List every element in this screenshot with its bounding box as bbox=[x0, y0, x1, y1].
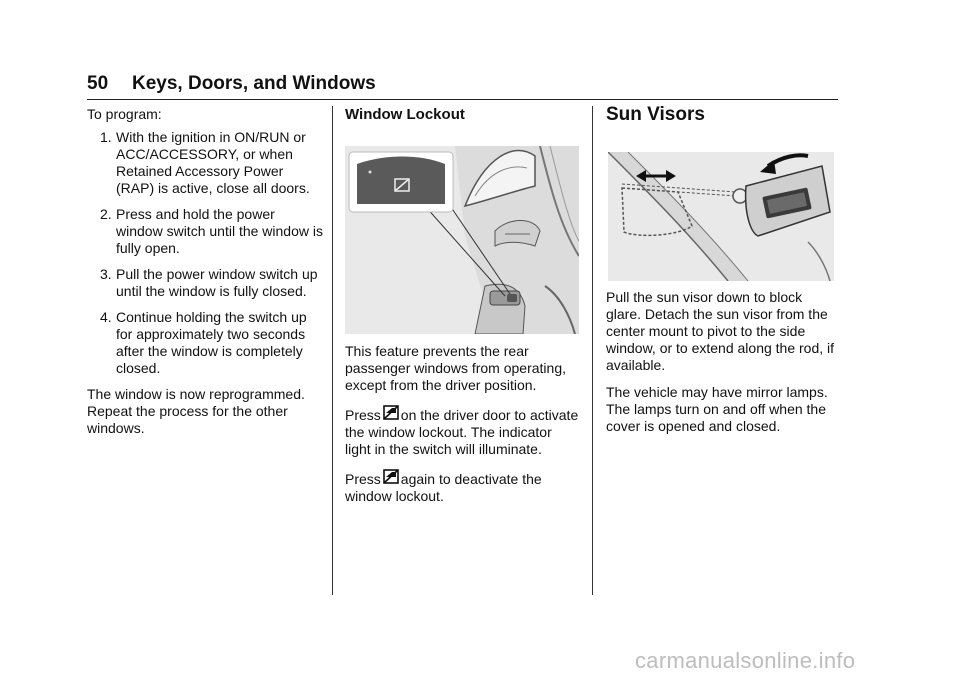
lockout-activate bbox=[345, 404, 581, 458]
step-number: 3. bbox=[100, 266, 112, 282]
column-window-lockout bbox=[345, 106, 581, 123]
step-number: 4. bbox=[100, 309, 112, 325]
section-title: Keys, Doors, and Windows bbox=[132, 73, 376, 94]
lockout-activate-pre: Press bbox=[345, 407, 381, 423]
column-programming bbox=[87, 106, 323, 437]
list-item bbox=[87, 309, 323, 377]
watermark: carmanualsonline.info bbox=[635, 648, 856, 673]
column-sun-visors bbox=[606, 106, 840, 123]
step-number: 1. bbox=[100, 129, 112, 145]
lockout-deactivate bbox=[345, 468, 581, 505]
sun-visors-text bbox=[606, 289, 840, 435]
window-lockout-illustration bbox=[345, 146, 579, 334]
lockout-description: This feature prevents the rear passenger windows from operating, except from the driver position. bbox=[345, 343, 567, 393]
step-text: Pull the power window switch up until the window is fully closed. bbox=[116, 266, 318, 299]
program-intro: To program: bbox=[87, 106, 162, 122]
window-lockout-icon bbox=[382, 404, 400, 422]
window-lockout-icon bbox=[382, 468, 400, 486]
step-text: Press and hold the power window switch until the window is fully open. bbox=[116, 206, 323, 256]
program-closing: The window is now reprogrammed. Repeat the process for the other windows. bbox=[87, 386, 305, 436]
header-rule bbox=[87, 99, 838, 100]
page-header bbox=[87, 70, 838, 100]
sun-visor-description: Pull the sun visor down to block glare. Detach the sun visor from the center mount to pivot to the side window, or to extend along the rod, if available. bbox=[606, 289, 835, 373]
page-number: 50 bbox=[87, 73, 109, 94]
lockout-deactivate-pre: Press bbox=[345, 471, 381, 487]
column-divider bbox=[592, 106, 593, 595]
mirror-lamps-description: The vehicle may have mirror lamps. The lamps turn on and off when the cover is opened and closed. bbox=[606, 384, 828, 434]
column-divider bbox=[332, 106, 333, 595]
window-lockout-text bbox=[345, 343, 581, 505]
window-lockout-heading: Window Lockout bbox=[345, 106, 465, 123]
step-number: 2. bbox=[100, 206, 112, 222]
sun-visors-heading: Sun Visors bbox=[606, 104, 705, 125]
program-steps bbox=[87, 129, 323, 377]
list-item bbox=[87, 206, 323, 257]
lockout-deactivate-post: again to deactivate the window lockout. bbox=[345, 471, 542, 504]
list-item bbox=[87, 129, 323, 197]
step-text: With the ignition in ON/RUN or ACC/ACCESSORY, or when Retained Accessory Power (RAP) is active, close all doors. bbox=[116, 129, 310, 196]
list-item bbox=[87, 266, 323, 300]
lockout-activate-post: on the driver door to activate the window lockout. The indicator light in the switch will illuminate. bbox=[345, 407, 579, 457]
sun-visor-illustration bbox=[608, 152, 834, 281]
step-text: Continue holding the switch up for approximately two seconds after the window is completely closed. bbox=[116, 309, 307, 376]
